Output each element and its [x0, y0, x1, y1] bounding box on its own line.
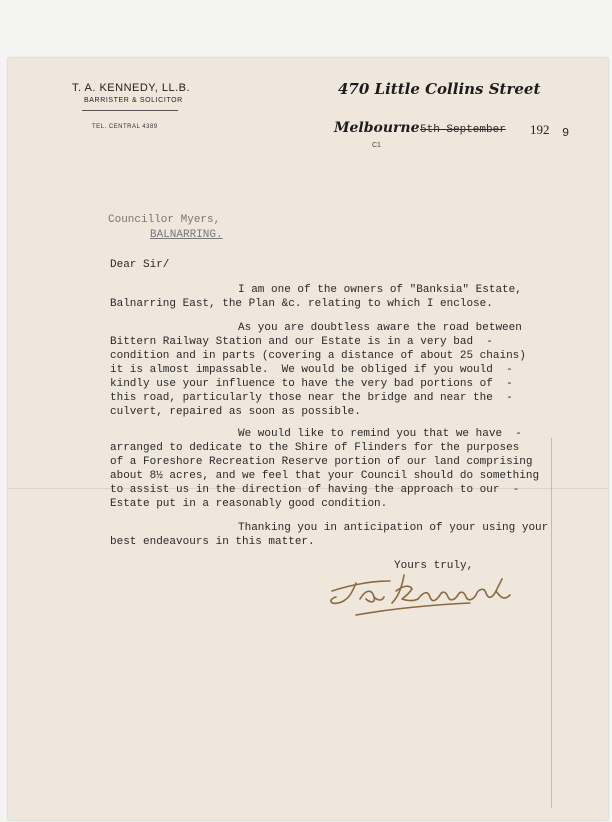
body-line: Thanking you in anticipation of your using your [238, 522, 549, 534]
body-line: best endeavours in this matter. [110, 536, 315, 548]
body-line: As you are doubtless aware the road between [238, 322, 522, 334]
body-line: culvert, repaired as soon as possible. [110, 406, 361, 418]
body-line: to assist us in the direction of having the approach to our - [110, 484, 520, 496]
letter-year-digit: 9 [562, 126, 570, 140]
letterhead-divider [82, 110, 178, 111]
letterhead-street: 470 Little Collins Street [338, 80, 541, 98]
body-line: of a Foreshore Recreation Reserve portion of our land comprising [110, 456, 533, 468]
body-line: it is almost impassable. We would be obliged if you would - [110, 364, 513, 376]
fold-crease [551, 438, 552, 808]
body-line: this road, particularly those near the bridge and near the - [110, 392, 513, 404]
signature-stroke [332, 581, 390, 591]
signature-stroke [356, 603, 470, 615]
body-line: Bittern Railway Station and our Estate is in a very bad - [110, 336, 493, 348]
letterhead-name: T. A. KENNEDY, LL.B. [72, 82, 191, 94]
signature [320, 545, 520, 625]
greeting: Dear Sir/ [110, 259, 170, 271]
body-line: condition and in parts (covering a distance of about 25 chains) [110, 350, 526, 362]
letter-date: 5th September [420, 124, 506, 136]
body-line: arranged to dedicate to the Shire of Flinders for the purposes [110, 442, 520, 454]
closing: Yours truly, [394, 560, 474, 572]
letterhead-telephone: TEL. CENTRAL 4389 [92, 124, 158, 130]
letterhead-role: BARRISTER & SOLICITOR [84, 97, 183, 104]
body-line: We would like to remind you that we have - [238, 428, 522, 440]
body-line: kindly use your influence to have the very bad portions of - [110, 378, 513, 390]
body-line: about 8½ acres, and we feel that your Council should do something [110, 470, 540, 482]
signature-stroke [360, 591, 384, 602]
body-line: Balnarring East, the Plan &c. relating to which I enclose. [110, 298, 493, 310]
body-line: Estate put in a reasonably good condition. [110, 498, 388, 510]
letterhead-city: Melbourne [334, 120, 420, 136]
addressee-place: BALNARRING. [150, 229, 223, 241]
signature-stroke [392, 575, 418, 603]
letter-date-code: C1 [372, 142, 381, 149]
body-line: I am one of the owners of "Banksia" Estate, [238, 284, 522, 296]
addressee-name: Councillor Myers, [108, 214, 221, 226]
letter-year-prefix: 192 [530, 122, 550, 137]
signature-stroke [418, 579, 510, 601]
